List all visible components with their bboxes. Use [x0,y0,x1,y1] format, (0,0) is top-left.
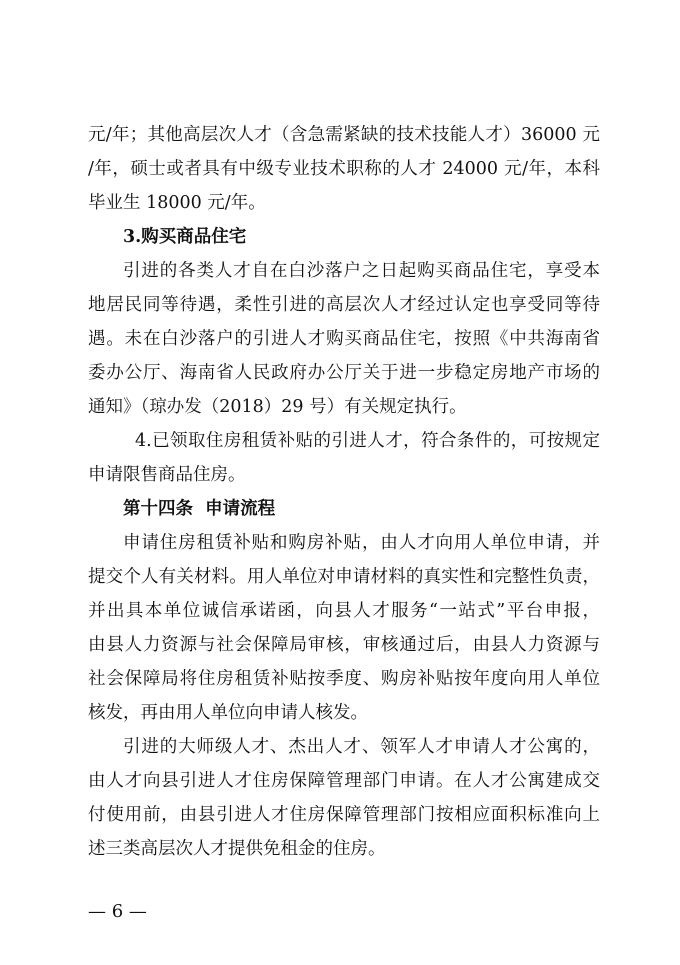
text-line: 由人才向县引进人才住房保障管理部门申请。在人才公寓建成交 [88,771,600,791]
paragraph-talent-apartment [88,730,600,866]
paragraph-subsidy-amounts [88,118,600,220]
text-line: 通知》（琼办发（2018）29 号）有关规定执行。 [88,397,467,417]
document-body [88,118,600,866]
paragraph-application-procedure [88,526,600,730]
text-line: 由县人力资源与社会保障局审核，审核通过后，由县人力资源与 [88,635,600,655]
text-line: 社会保障局将住房租赁补贴按季度、购房补贴按年度向用人单位 [88,669,600,689]
text-line: 申请限售商品住房。 [88,465,246,485]
text-line: 遇。未在白沙落户的引进人才购买商品住宅，按照《中共海南省 [88,329,600,349]
article-heading-application-process [88,492,600,526]
text-line: /年，硕士或者具有中级专业技术职称的人才 24000 元/年，本科 [88,159,600,179]
section-heading-purchase-housing [88,220,600,254]
text-line: 申请住房租赁补贴和购房补贴，由人才向用人单位申请，并 [123,533,600,553]
text-line: 付使用前，由县引进人才住房保障管理部门按相应面积标准向上 [88,805,600,825]
text-line: 元/年；其他高层次人才（含急需紧缺的技术技能人才）36000 元 [88,125,600,145]
text-line: 4.已领取住房租赁补贴的引进人才，符合条件的，可按规定 [135,431,600,451]
text-line: 并出具本单位诚信承诺函，向县人才服务“一站式”平台申报， [88,601,600,621]
page-number: — 6 — [88,901,147,922]
heading-text: 第十四条 申请流程 [123,499,276,519]
text-line: 引进的大师级人才、杰出人才、领军人才申请人才公寓的， [123,737,600,757]
paragraph-restricted-housing [88,424,600,492]
text-line: 委办公厅、海南省人民政府办公厅关于进一步稳定房地产市场的 [88,363,600,383]
text-line: 引进的各类人才自在白沙落户之日起购买商品住宅，享受本 [123,261,600,281]
text-line: 毕业生 18000 元/年。 [88,193,266,213]
text-line: 地居民同等待遇，柔性引进的高层次人才经过认定也享受同等待 [88,295,600,315]
text-line: 核发，再由用人单位向申请人核发。 [88,703,368,723]
text-line: 述三类高层次人才提供免租金的住房。 [88,839,386,859]
paragraph-purchase-housing [88,254,600,424]
heading-text: 3.购买商品住宅 [123,227,247,247]
text-line: 提交个人有关材料。用人单位对申请材料的真实性和完整性负责， [88,567,600,587]
